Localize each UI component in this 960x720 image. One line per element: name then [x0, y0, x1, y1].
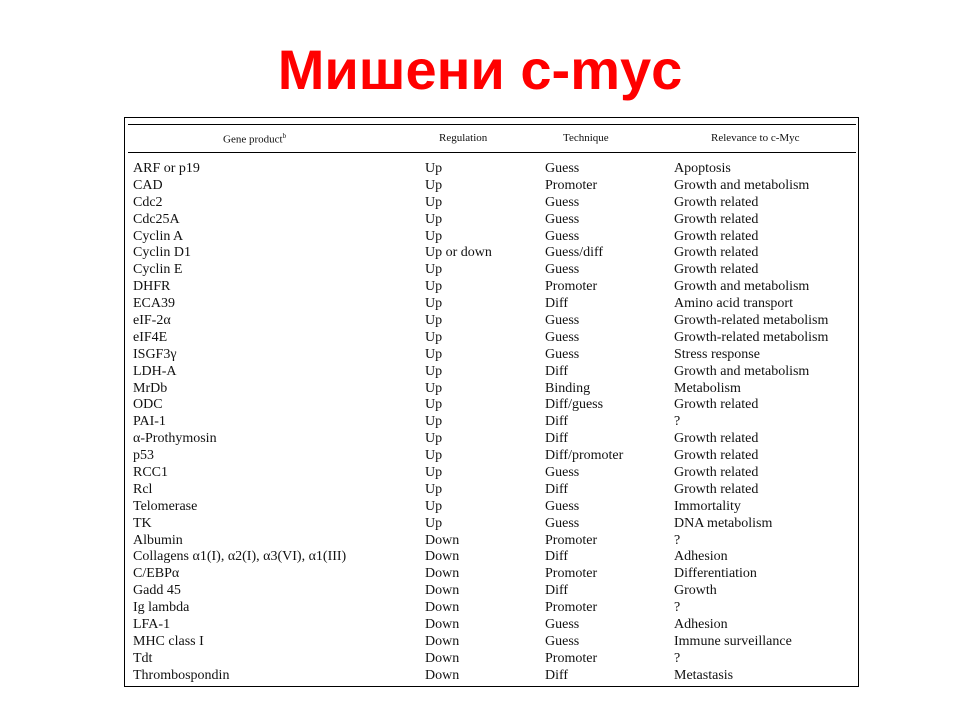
table-row	[125, 431, 858, 448]
table-row	[125, 482, 858, 499]
cell-technique: Guess	[545, 617, 580, 633]
cell-technique: Diff	[545, 296, 569, 312]
cell-technique: Guess	[545, 633, 580, 649]
gene-target-table	[124, 117, 859, 687]
cell-technique: Promoter	[545, 279, 598, 295]
cell-gene-product: p53	[133, 448, 154, 464]
cell-regulation: Up	[425, 431, 443, 447]
cell-technique: Guess	[545, 228, 580, 244]
table-row	[125, 262, 858, 279]
cell-regulation: Down	[425, 633, 460, 649]
cell-regulation: Up	[425, 279, 443, 295]
cell-technique: Guess/diff	[545, 245, 604, 261]
cell-technique: Diff/promoter	[545, 448, 624, 464]
slide-title: Мишени c-myc	[277, 38, 683, 101]
cell-relevance: Metabolism	[674, 380, 741, 396]
cell-gene-product: LDH-A	[133, 363, 177, 379]
cell-technique: Diff	[545, 431, 569, 447]
cell-gene-product: RCC1	[133, 465, 169, 481]
cell-regulation: Down	[425, 600, 460, 616]
table-row	[125, 549, 858, 566]
cell-regulation: Up	[425, 346, 443, 362]
cell-technique: Promoter	[545, 532, 598, 548]
cell-gene-product: eIF4E	[133, 329, 168, 345]
cell-technique: Diff	[545, 481, 569, 497]
cell-technique: Promoter	[545, 600, 598, 616]
cell-regulation: Down	[425, 650, 460, 666]
cell-gene-product: ARF or p19	[133, 161, 200, 176]
cell-technique: Diff	[545, 363, 569, 379]
cell-regulation: Down	[425, 549, 460, 565]
cell-gene-product: Cdc25A	[133, 211, 180, 227]
table-row	[125, 330, 858, 347]
table-row	[125, 229, 858, 246]
cell-gene-product: eIF-2α	[133, 313, 171, 329]
cell-gene-product: Cyclin E	[133, 262, 183, 278]
table-row	[125, 448, 858, 465]
cell-gene-product: Cyclin A	[133, 228, 184, 244]
cell-regulation: Up	[425, 177, 443, 193]
table-row	[125, 499, 858, 516]
table-row	[125, 347, 858, 364]
cell-technique: Guess	[545, 498, 580, 514]
cell-relevance: ?	[674, 532, 681, 548]
cell-relevance: Growth-related metabolism	[674, 313, 829, 329]
cell-regulation: Up	[425, 414, 443, 430]
cell-relevance: Growth related	[674, 245, 759, 261]
table-row	[125, 397, 858, 414]
cell-technique: Guess	[545, 262, 580, 278]
cell-gene-product: Cdc2	[133, 194, 163, 210]
cell-relevance: Growth and metabolism	[674, 363, 810, 379]
table-row	[125, 465, 858, 482]
cell-technique: Diff	[545, 583, 569, 599]
table-row	[125, 533, 858, 550]
cell-regulation: Up	[425, 262, 443, 278]
header-technique: Technique	[563, 132, 609, 144]
table-row	[125, 566, 858, 583]
table-row	[125, 600, 858, 617]
cell-gene-product: ODC	[133, 397, 163, 413]
cell-regulation: Up	[425, 296, 443, 312]
cell-relevance: Metastasis	[674, 667, 734, 683]
cell-gene-product: ISGF3γ	[133, 346, 177, 362]
header-relevance: Relevance to c-Myc	[711, 132, 800, 144]
cell-gene-product: C/EBPα	[133, 566, 180, 582]
cell-regulation: Down	[425, 667, 460, 683]
cell-gene-product: Cyclin D1	[133, 245, 191, 261]
cell-technique: Guess	[545, 465, 580, 481]
cell-gene-product: TK	[133, 515, 152, 531]
cell-technique: Diff	[545, 667, 569, 683]
cell-technique: Diff	[545, 414, 569, 430]
cell-regulation: Up	[425, 363, 443, 379]
cell-gene-product: MrDb	[133, 380, 168, 396]
table-row	[125, 245, 858, 262]
cell-relevance: Adhesion	[674, 617, 728, 633]
table-row	[125, 178, 858, 195]
cell-technique: Guess	[545, 211, 580, 227]
cell-gene-product: Collagens α1(I), α2(I), α3(VI), α1(III)	[133, 549, 347, 565]
cell-technique: Guess	[545, 313, 580, 329]
cell-technique: Guess	[545, 161, 580, 176]
table-row	[125, 212, 858, 229]
cell-relevance: Growth-related metabolism	[674, 329, 829, 345]
table-row	[125, 195, 858, 212]
cell-relevance: Growth and metabolism	[674, 279, 810, 295]
cell-gene-product: Tdt	[133, 650, 153, 666]
table-body	[125, 161, 858, 685]
cell-regulation: Up	[425, 380, 443, 396]
cell-regulation: Up	[425, 161, 443, 176]
cell-technique: Promoter	[545, 177, 598, 193]
cell-regulation: Down	[425, 566, 460, 582]
cell-regulation: Down	[425, 583, 460, 599]
table-row	[125, 617, 858, 634]
cell-relevance: DNA metabolism	[674, 515, 773, 531]
cell-relevance: Growth related	[674, 448, 759, 464]
table-row	[125, 414, 858, 431]
cell-regulation: Down	[425, 532, 460, 548]
cell-relevance: Growth and metabolism	[674, 177, 810, 193]
cell-regulation: Up	[425, 397, 443, 413]
cell-regulation: Up	[425, 448, 443, 464]
cell-technique: Diff	[545, 549, 569, 565]
table-row	[125, 296, 858, 313]
table-row	[125, 161, 858, 178]
cell-relevance: Growth related	[674, 262, 759, 278]
cell-regulation: Up	[425, 194, 443, 210]
cell-technique: Guess	[545, 329, 580, 345]
cell-relevance: Differentiation	[674, 566, 757, 582]
table-row	[125, 313, 858, 330]
cell-relevance: Stress response	[674, 346, 760, 362]
table-row	[125, 634, 858, 651]
cell-gene-product: Ig lambda	[133, 600, 190, 616]
header-footnote-marker: b	[282, 132, 287, 140]
cell-gene-product: ECA39	[133, 296, 175, 312]
cell-gene-product: LFA-1	[133, 617, 171, 633]
cell-regulation: Up	[425, 515, 443, 531]
cell-gene-product: PAI-1	[133, 414, 166, 430]
cell-technique: Promoter	[545, 566, 598, 582]
cell-gene-product: DHFR	[133, 279, 171, 295]
cell-technique: Guess	[545, 346, 580, 362]
cell-gene-product: Telomerase	[133, 498, 198, 514]
cell-relevance: Amino acid transport	[674, 296, 793, 312]
table-row	[125, 651, 858, 668]
cell-gene-product: Thrombospondin	[133, 667, 230, 683]
cell-technique: Binding	[545, 380, 591, 396]
cell-relevance: Growth related	[674, 397, 759, 413]
cell-relevance: Growth related	[674, 194, 759, 210]
table-row	[125, 279, 858, 296]
header-gene-product: Gene product$^b$	[223, 132, 287, 146]
cell-regulation: Up	[425, 228, 443, 244]
cell-gene-product: CAD	[133, 177, 163, 193]
cell-relevance: Growth related	[674, 481, 759, 497]
cell-relevance: Apoptosis	[674, 161, 731, 176]
cell-relevance: ?	[674, 600, 681, 616]
cell-regulation: Up	[425, 211, 443, 227]
table-row	[125, 364, 858, 381]
table-row	[125, 516, 858, 533]
cell-relevance: Growth related	[674, 465, 759, 481]
cell-regulation: Up or down	[425, 245, 492, 261]
cell-gene-product: α-Prothymosin	[133, 431, 217, 447]
cell-relevance: Immune surveillance	[674, 633, 792, 649]
cell-regulation: Down	[425, 617, 460, 633]
header-regulation: Regulation	[439, 132, 488, 144]
cell-gene-product: Albumin	[133, 532, 183, 548]
cell-technique: Promoter	[545, 650, 598, 666]
cell-regulation: Up	[425, 465, 443, 481]
cell-technique: Guess	[545, 194, 580, 210]
cell-regulation: Up	[425, 498, 443, 514]
cell-gene-product: MHC class I	[133, 633, 204, 649]
table-header-row	[128, 124, 856, 153]
cell-relevance: ?	[674, 414, 681, 430]
cell-relevance: Growth related	[674, 228, 759, 244]
cell-regulation: Up	[425, 313, 443, 329]
cell-gene-product: Rcl	[133, 481, 153, 497]
cell-technique: Guess	[545, 515, 580, 531]
table-row	[125, 381, 858, 398]
cell-relevance: Growth related	[674, 431, 759, 447]
table-row	[125, 583, 858, 600]
cell-regulation: Up	[425, 329, 443, 345]
cell-gene-product: Gadd 45	[133, 583, 181, 599]
cell-relevance: ?	[674, 650, 681, 666]
table-row	[125, 668, 858, 685]
cell-technique: Diff/guess	[545, 397, 604, 413]
cell-relevance: Immortality	[674, 498, 741, 514]
cell-relevance: Growth related	[674, 211, 759, 227]
cell-relevance: Growth	[674, 583, 717, 599]
cell-regulation: Up	[425, 481, 443, 497]
cell-relevance: Adhesion	[674, 549, 728, 565]
